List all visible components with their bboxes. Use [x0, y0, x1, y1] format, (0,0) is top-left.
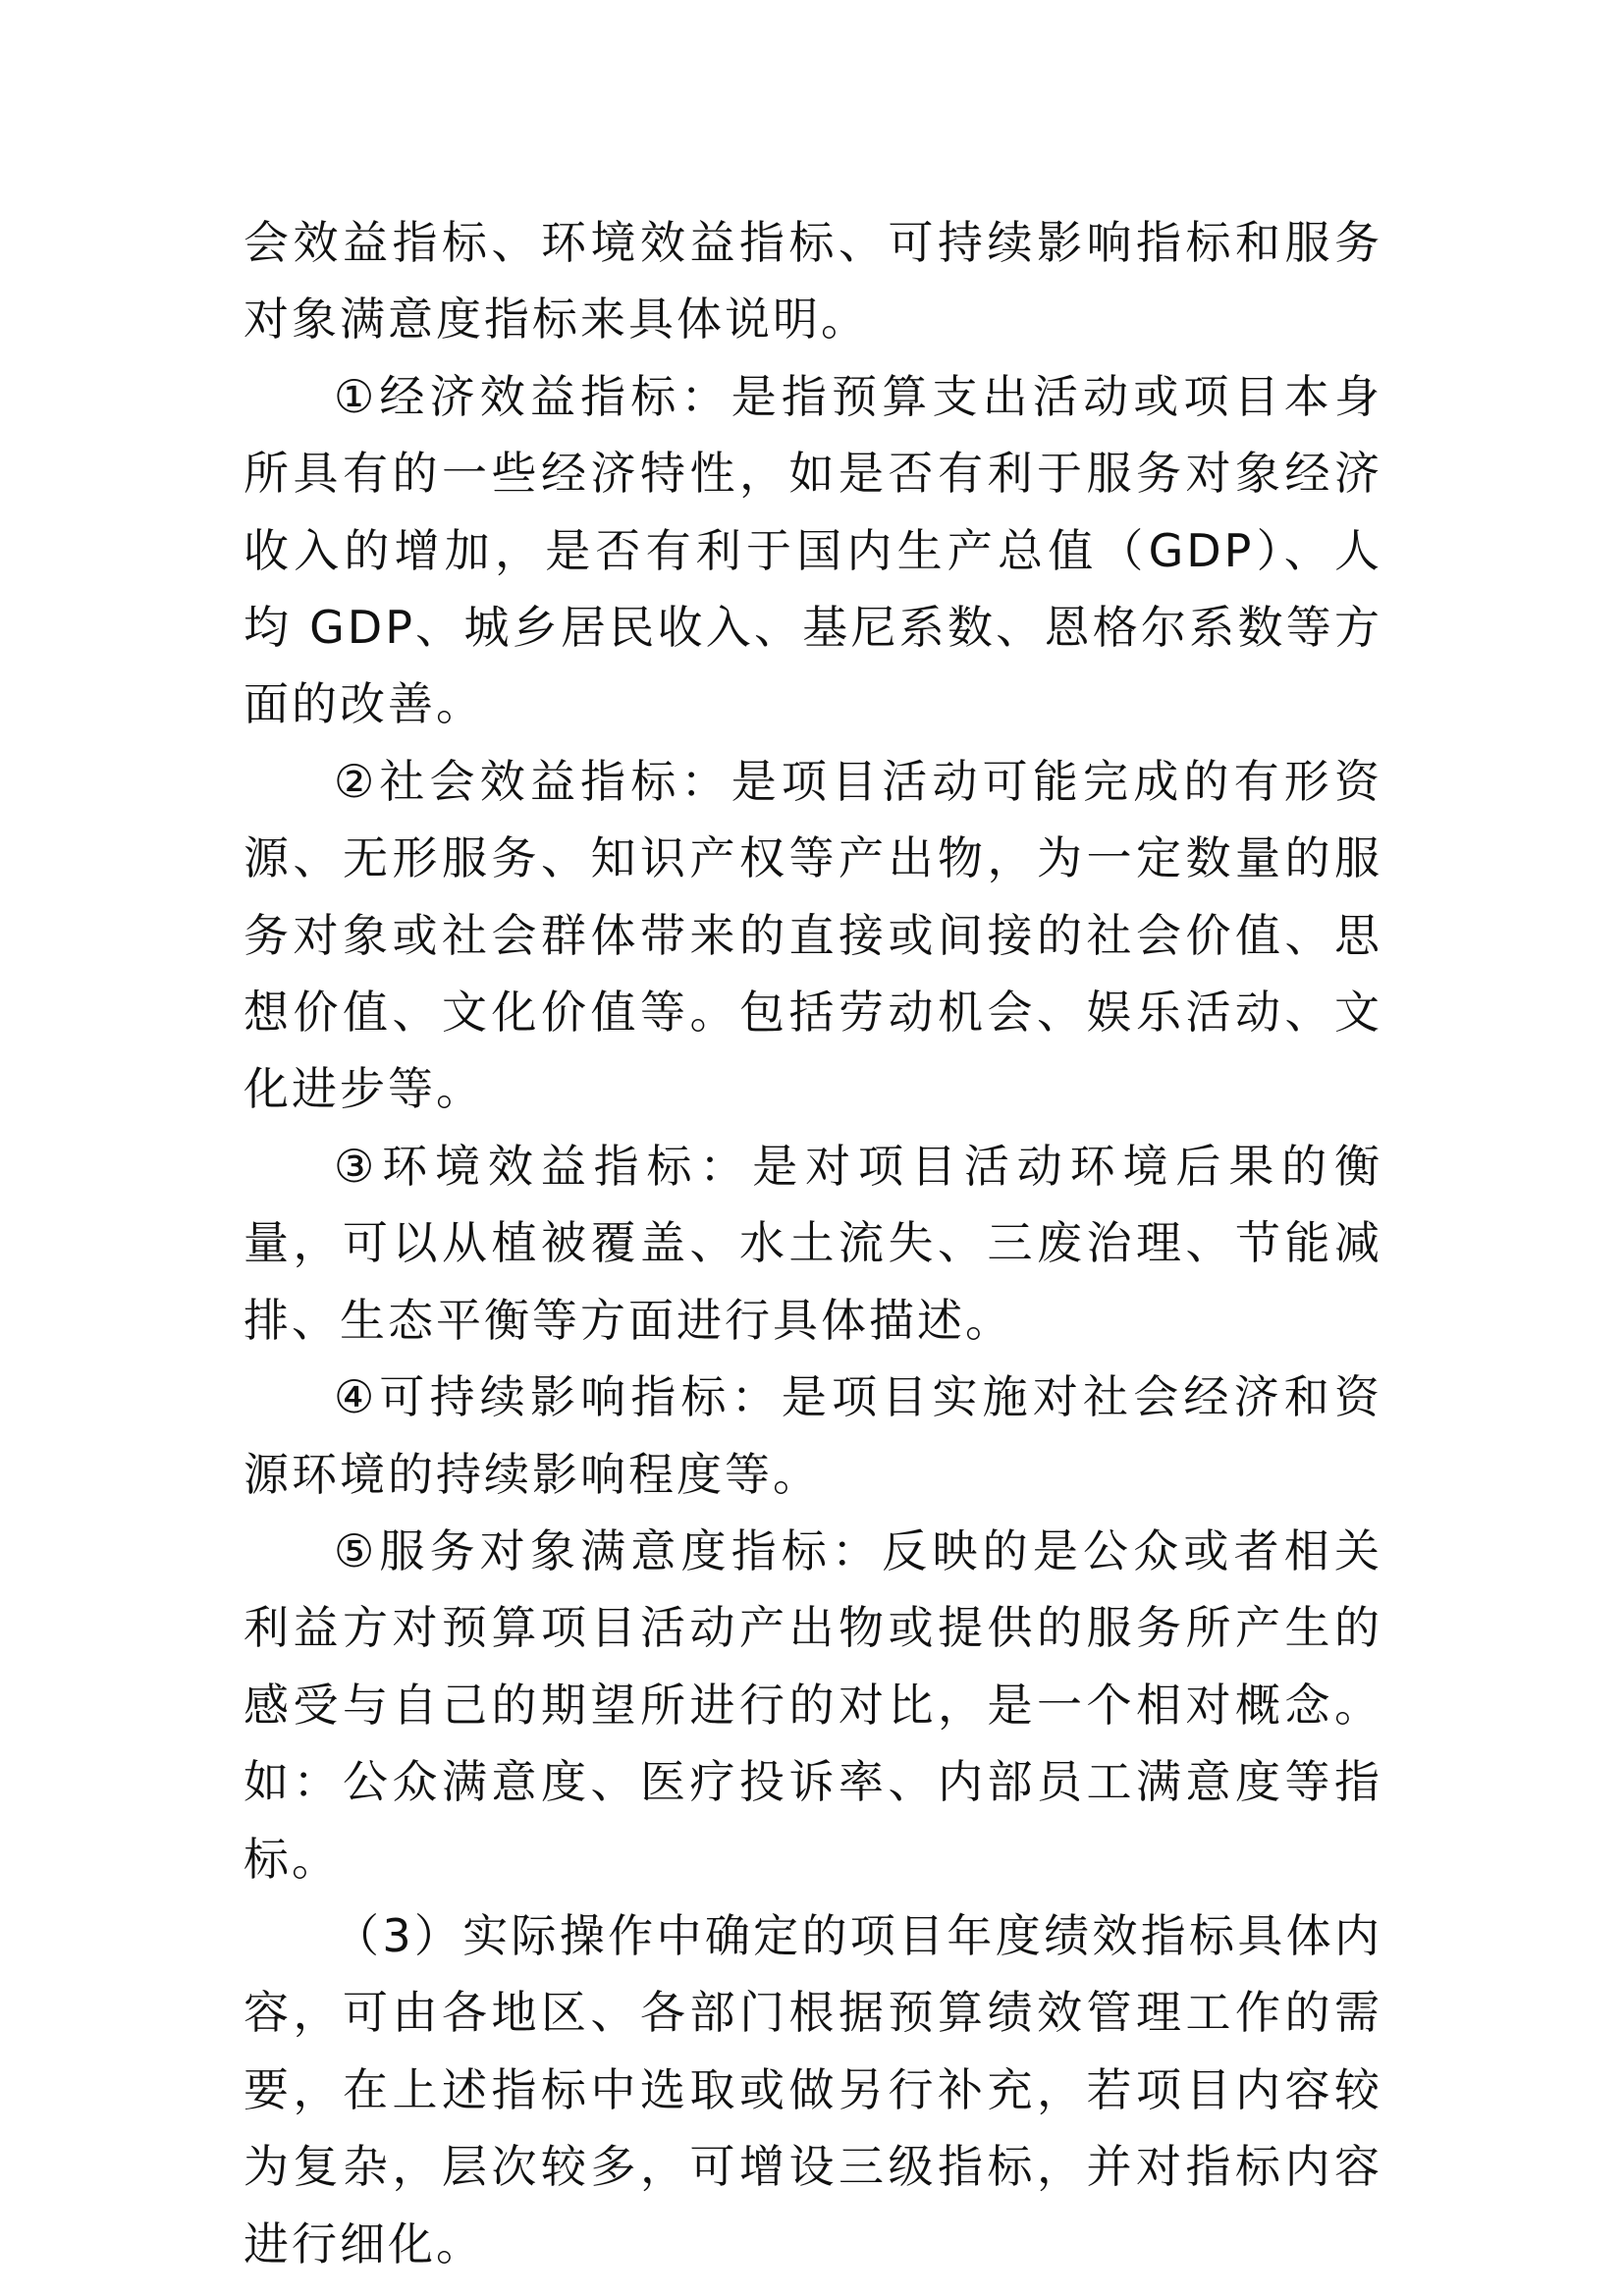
paragraph-social-benefit-indicator: ②社会效益指标：是项目活动可能完成的有形资源、无形服务、知识产权等产出物，为一定数量的服务对象或社会群体带来的直接或间接的社会价值、思想价值、文化价值等。包括劳动机会、娱乐活动、文化进步等。 [244, 754, 1382, 1116]
paragraph-continuation: 会效益指标、环境效益指标、可持续影响指标和服务对象满意度指标来具体说明。 [244, 216, 1382, 347]
paragraph-item-3: （3）实际操作中确定的项目年度绩效指标具体内容，可由各地区、各部门根据预算绩效管理工作的需要，在上述指标中选取或做另行补充，若项目内容较为复杂，层次较多，可增设三级指标，并对指标内容进行细化。 [244, 1908, 1382, 2270]
paragraph-satisfaction-indicator: ⑤服务对象满意度指标：反映的是公众或者相关利益方对预算项目活动产出物或提供的服务所产生的感受与自己的期望所进行的对比，是一个相对概念。如：公众满意度、医疗投诉率、内部员工满意度等指标。 [244, 1523, 1382, 1886]
paragraph-environmental-benefit-indicator: ③环境效益指标：是对项目活动环境后果的衡量，可以从植被覆盖、水土流失、三废治理、节能减排、生态平衡等方面进行具体描述。 [244, 1139, 1382, 1347]
paragraph-economic-benefit-indicator: ①经济效益指标：是指预算支出活动或项目本身所具有的一些经济特性，如是否有利于服务对象经济收入的增加，是否有利于国内生产总值（GDP）、人均 GDP、城乡居民收入、基尼系数、恩格尔系数等方面的改善。 [244, 369, 1382, 731]
paragraph-sustainable-impact-indicator: ④可持续影响指标：是项目实施对社会经济和资源环境的持续影响程度等。 [244, 1370, 1382, 1501]
document-body [244, 204, 1382, 2282]
